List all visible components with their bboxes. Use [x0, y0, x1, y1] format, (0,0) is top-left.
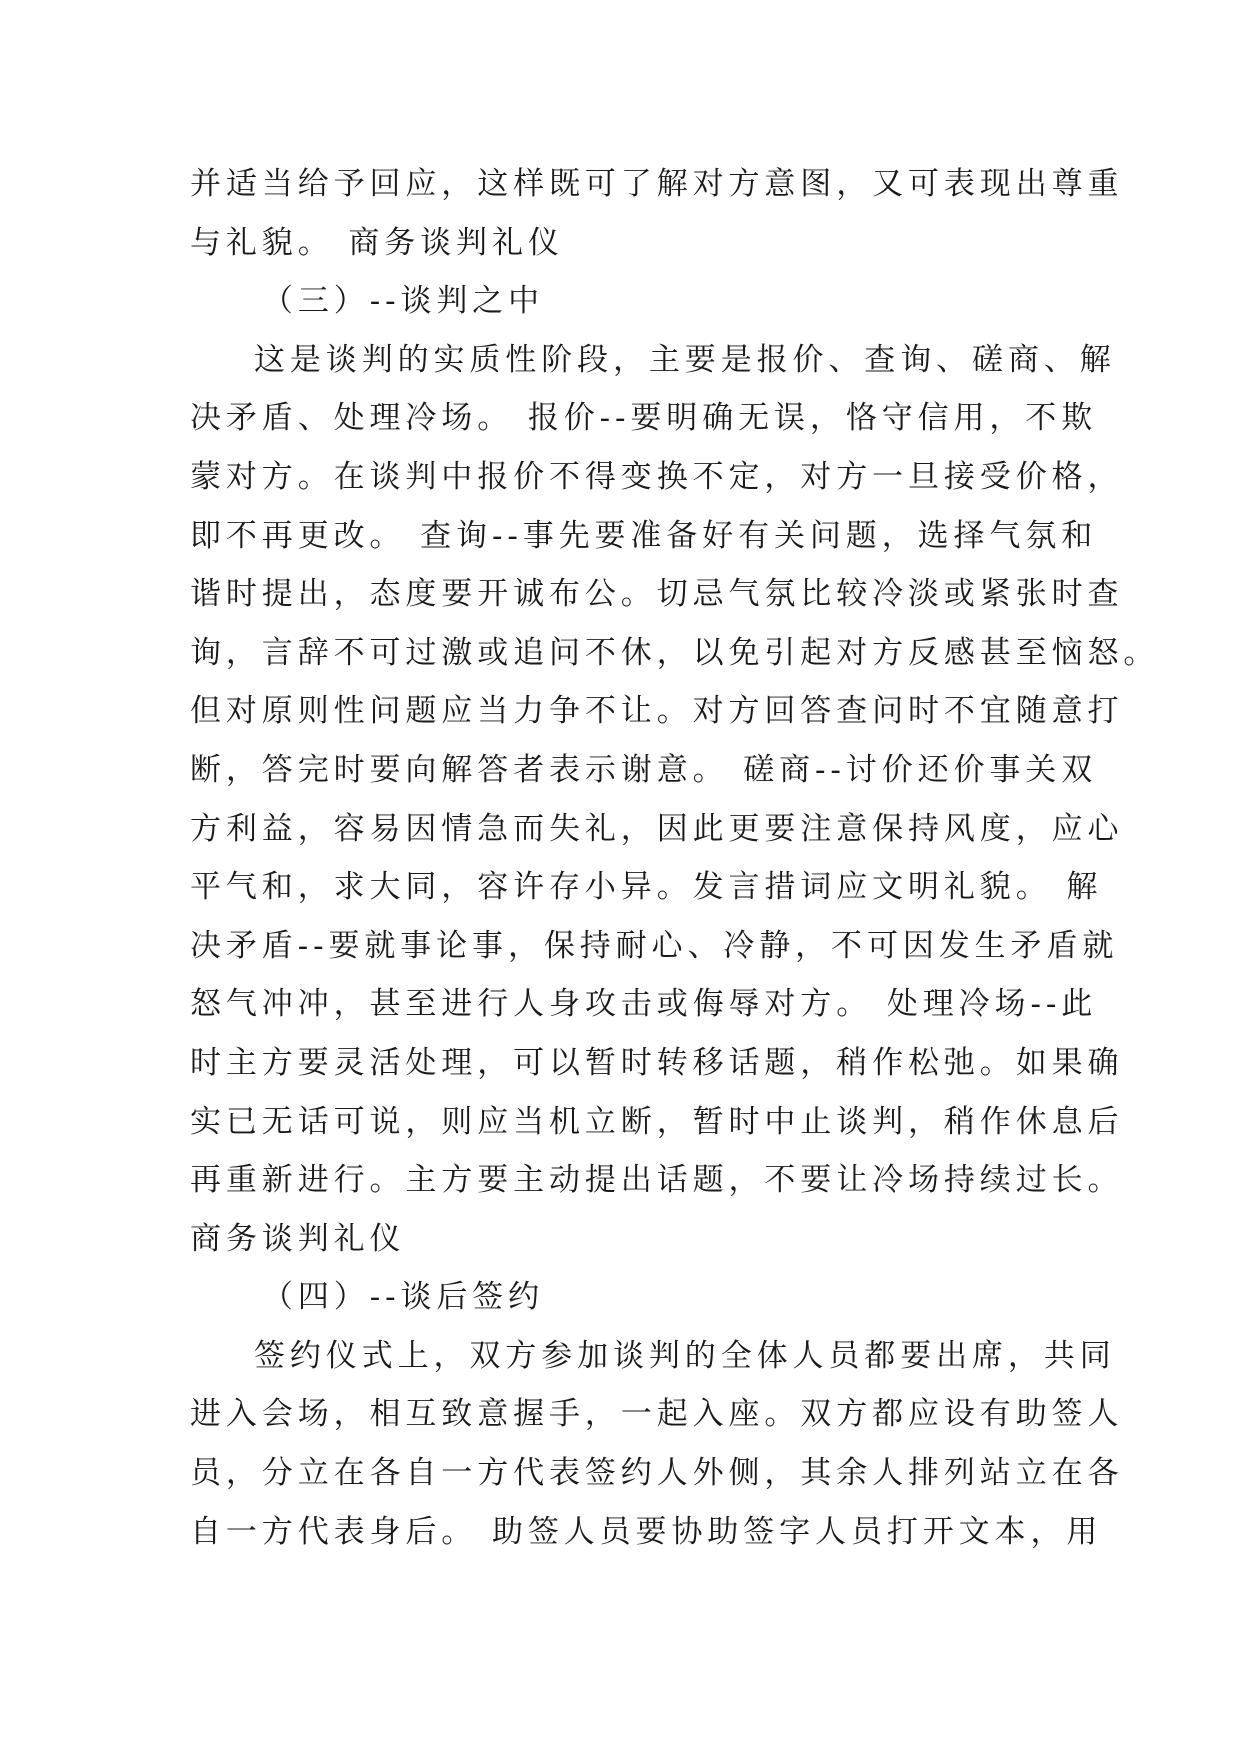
body-text-line: 询，言辞不可过激或追问不休，以免引起对方反感甚至恼怒。: [190, 634, 1160, 671]
section-heading: （三）--谈判之中: [262, 283, 545, 320]
body-text-line: 自一方代表身后。 助签人员要协助签字人员打开文本，用: [190, 1513, 1103, 1550]
body-text-line: 进入会场，相互致意握手，一起入座。双方都应设有助签人: [190, 1396, 1124, 1433]
body-text-line: 商务谈判礼仪: [190, 1220, 406, 1257]
body-text-line: 再重新进行。主方要主动提出话题，不要让冷场持续过长。: [190, 1162, 1124, 1199]
body-text-line: 谐时提出，态度要开诚布公。切忌气氛比较冷淡或紧张时查: [190, 576, 1124, 613]
paragraph-first-line: 这是谈判的实质性阶段，主要是报价、查询、磋商、解: [254, 341, 1116, 378]
body-text-line: 决矛盾、处理冷场。 报价--要明确无误，恪守信用，不欺: [190, 400, 1098, 437]
body-text-line: 实已无话可说，则应当机立断，暂时中止谈判，稍作休息后: [190, 1103, 1124, 1140]
paragraph-first-line: 签约仪式上，双方参加谈判的全体人员都要出席，共同: [254, 1337, 1116, 1374]
section-heading: （四）--谈后签约: [262, 1279, 545, 1316]
body-text-line: 员，分立在各自一方代表签约人外侧，其余人排列站立在各: [190, 1455, 1124, 1492]
body-text-line: 即不再更改。 查询--事先要准备好有关问题，选择气氛和: [190, 517, 1098, 554]
body-text-line: 蒙对方。在谈判中报价不得变换不定，对方一旦接受价格，: [190, 458, 1124, 495]
body-text-line: 断，答完时要向解答者表示谢意。 磋商--讨价还价事关双: [190, 751, 1098, 788]
body-text-line: 与礼貌。 商务谈判礼仪: [190, 224, 564, 261]
body-text-line: 方利益，容易因情急而失礼，因此更要注意保持风度，应心: [190, 810, 1124, 847]
body-text-line: 时主方要灵活处理，可以暂时转移话题，稍作松弛。如果确: [190, 1044, 1124, 1081]
body-text-line: 平气和，求大同，容许存小异。发言措词应文明礼貌。 解: [190, 869, 1103, 906]
document-page: [190, 155, 1160, 1561]
body-text-line: 并适当给予回应，这样既可了解对方意图，又可表现出尊重: [190, 166, 1124, 202]
body-text-line: 决矛盾--要就事论事，保持耐心、冷静，不可因发生矛盾就: [190, 927, 1119, 964]
body-text-line: 但对原则性问题应当力争不让。对方回答查问时不宜随意打: [190, 693, 1124, 730]
body-text-line: 怒气冲冲，甚至进行人身攻击或侮辱对方。 处理冷场--此: [190, 986, 1098, 1023]
